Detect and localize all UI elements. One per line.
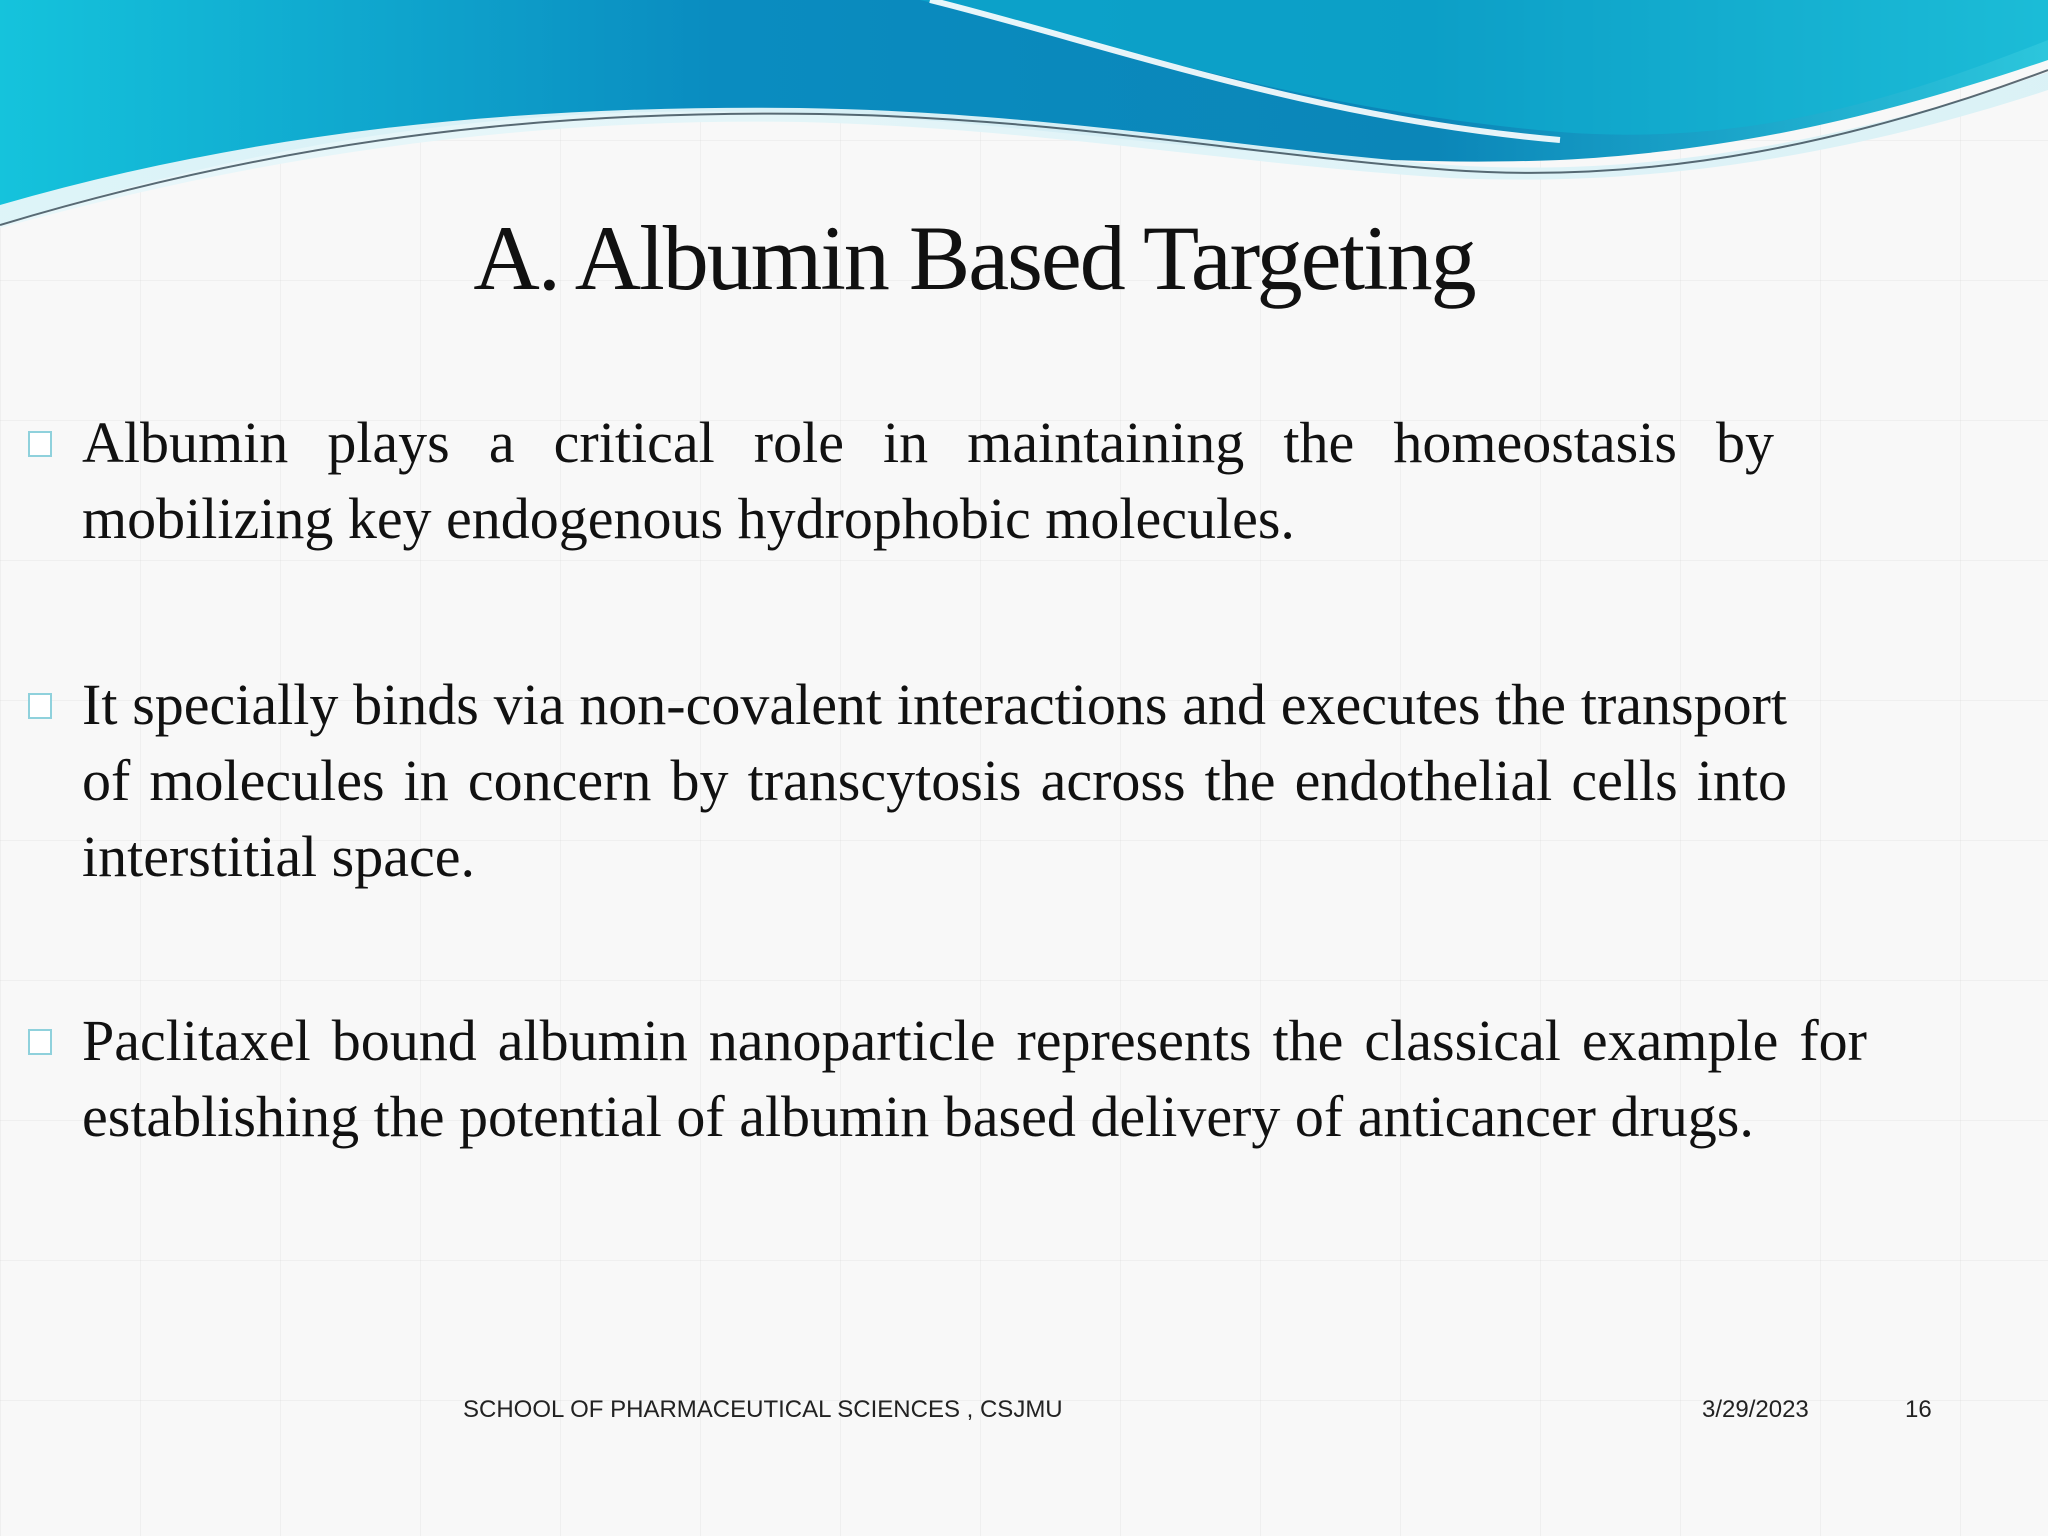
- square-bullet-icon: [28, 693, 52, 719]
- footer-school-name: SCHOOL OF PHARMACEUTICAL SCIENCES , CSJMU: [463, 1396, 1063, 1423]
- bullet-text: Paclitaxel bound albumin nanoparticle represents the classical example for establishing the potential of albumin based delivery of anticancer drugs.: [82, 1008, 1867, 1149]
- header-wave-decoration: [0, 0, 2048, 240]
- slide-title-text: A. Albumin Based Targeting: [473, 207, 1475, 309]
- bullet-text: Albumin plays a critical role in maintaining the homeostasis by mobilizing key endogenous hydrophobic molecules.: [82, 410, 1774, 551]
- square-bullet-icon: [28, 431, 52, 457]
- footer-date: 3/29/2023: [1702, 1396, 1809, 1423]
- bullet-text: It specially binds via non-covalent interactions and executes the transport of molecules in concern by transcytosis across the endothelial cells into interstitial space.: [82, 672, 1787, 889]
- square-bullet-icon: [28, 1029, 52, 1055]
- slide-title: [0, 205, 2048, 311]
- footer-page-number: 16: [1905, 1396, 1932, 1423]
